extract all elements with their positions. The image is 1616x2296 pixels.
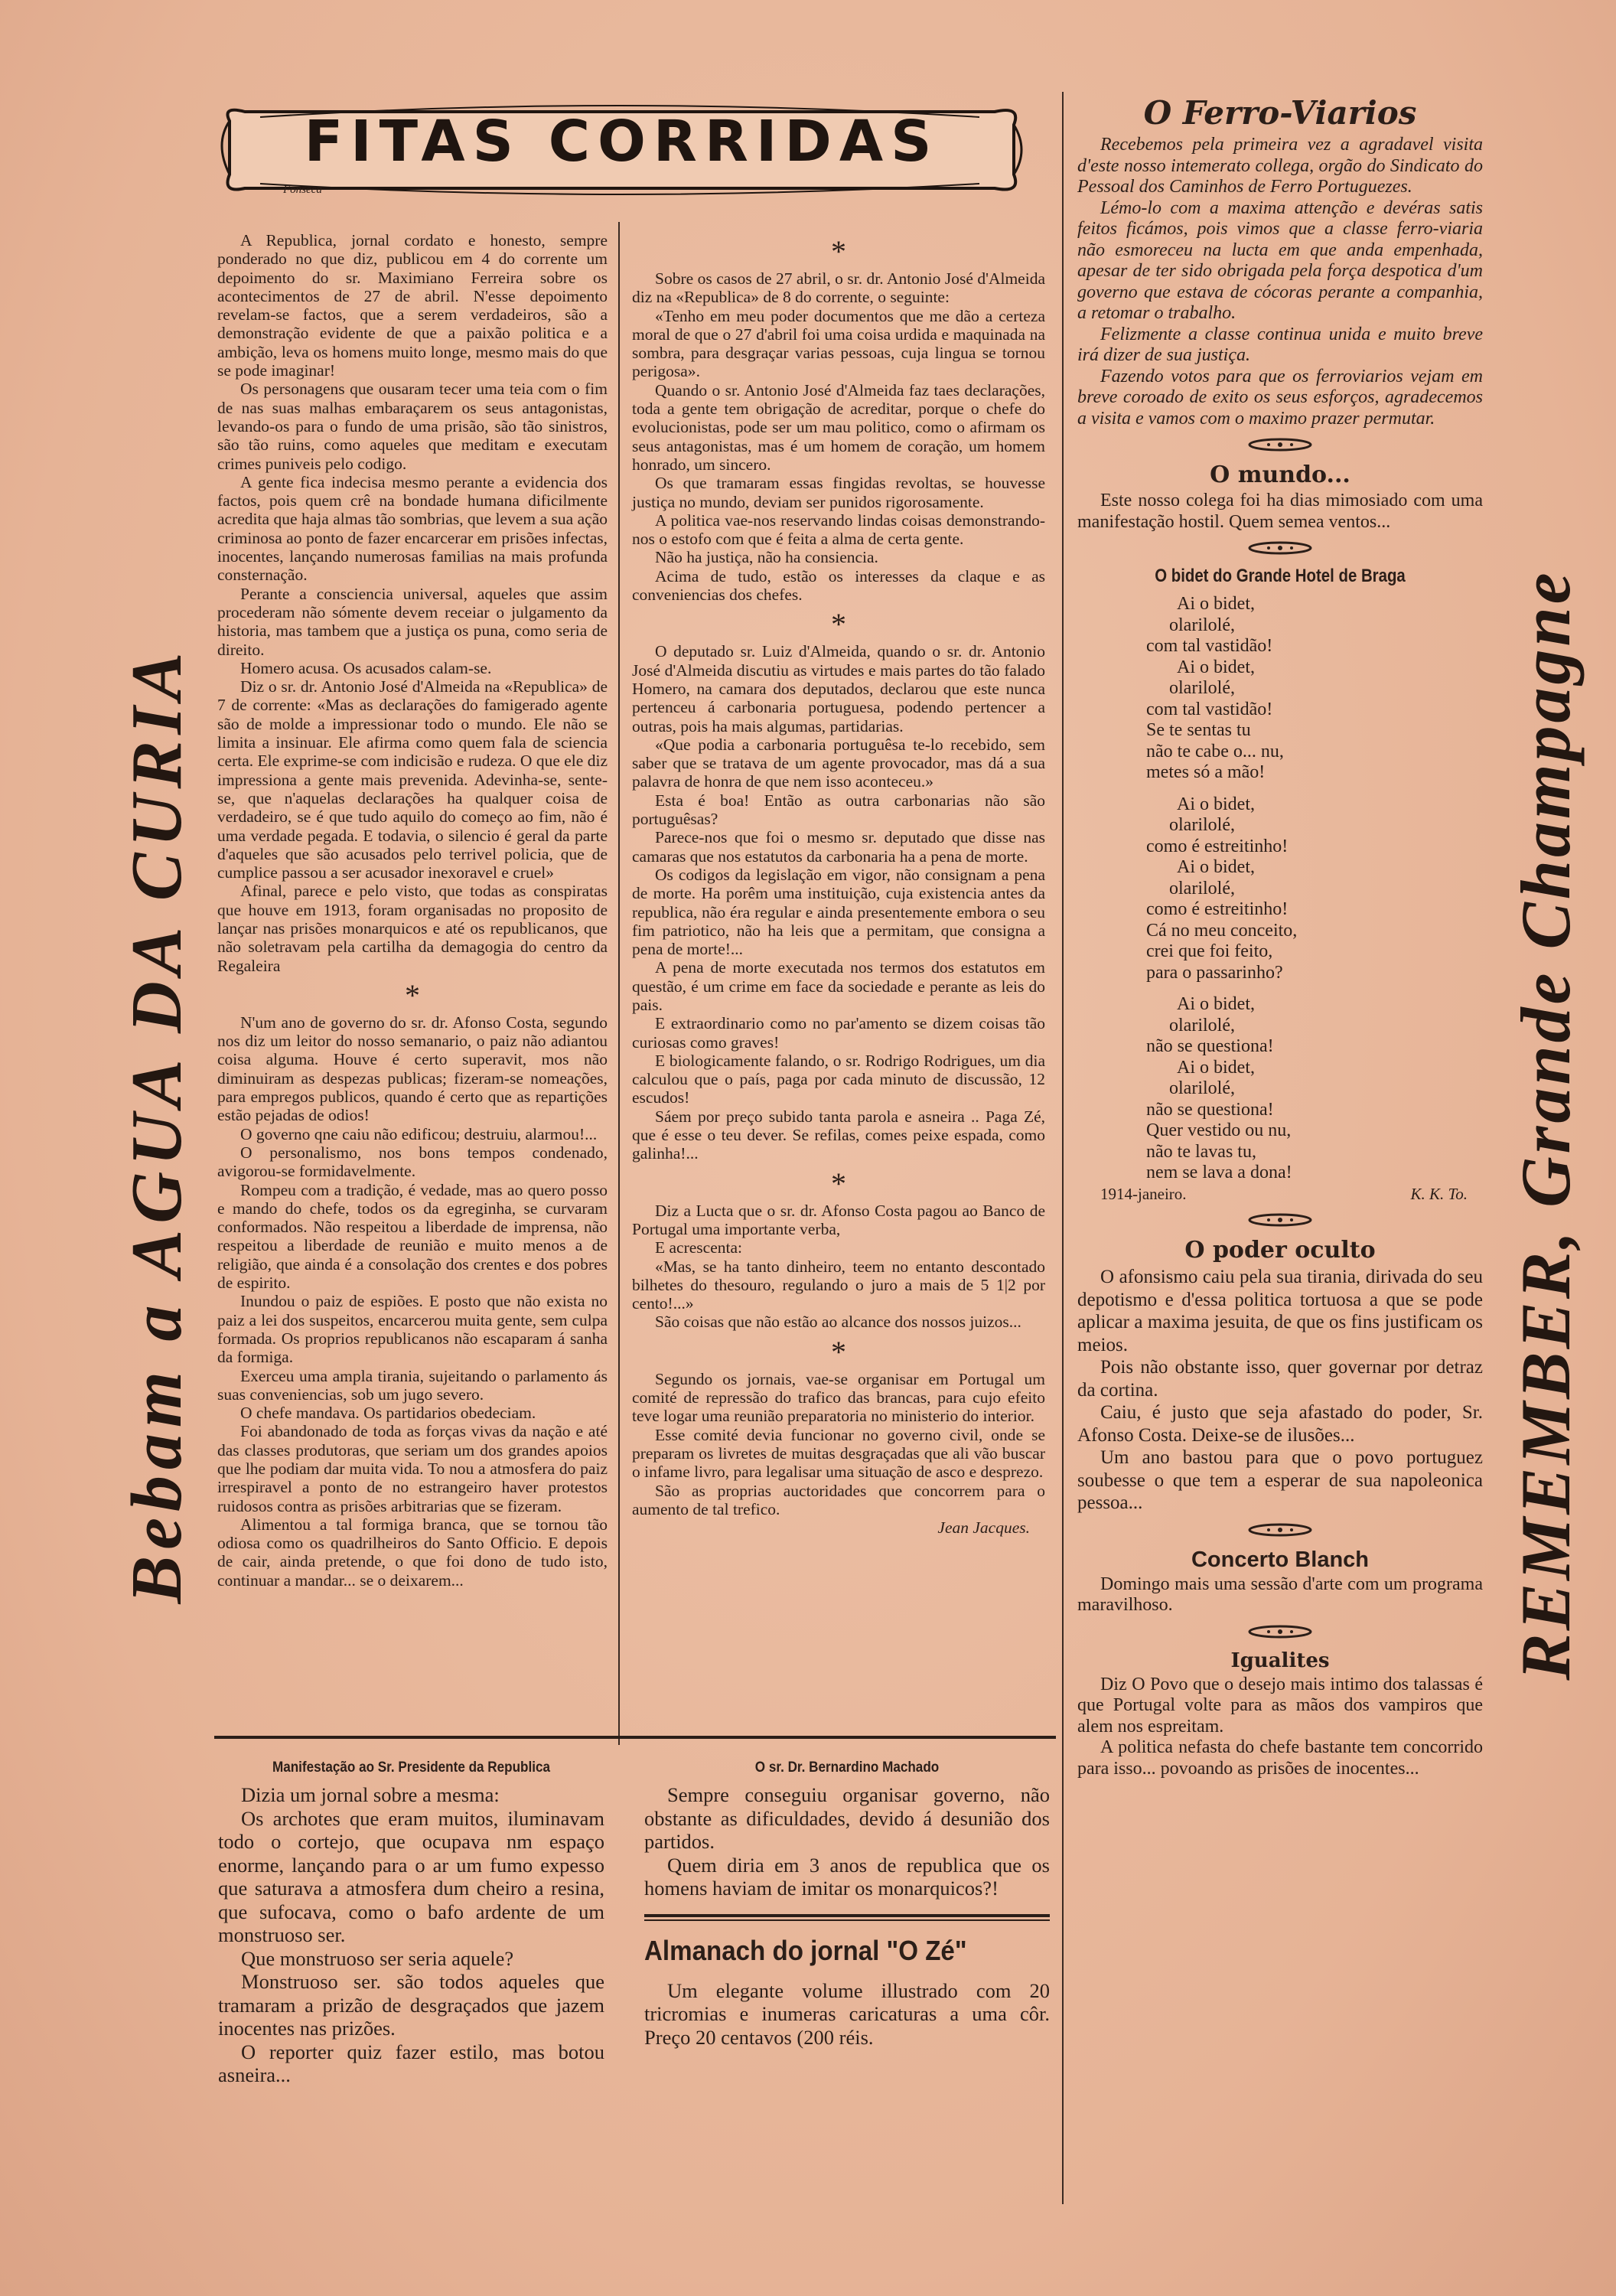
poem-line: Ai o bidet, bbox=[1177, 594, 1255, 614]
col2-paragraph: Quando o sr. Antonio José d'Almeida faz taes declarações, toda a gente tem obrigação de acreditar, porque o chefe do evolucionistas, pode ser um mau politico, como o afirmam os seus antagonistas, mas é um homem de coração, um homem honrado, um sincero. bbox=[632, 380, 1045, 474]
ferro-viarios-paragraph: Lémo-lo com a maxima attenção e devéras satis feitos ficámos, pois vimos que a classe ferro-viaria não esmoreceu na lucta em que anda empenhada, apesar de ter sido obrigada pela força despotica d'um governo que estava de cócoras perante a companhia, a retomar o trabalho. bbox=[1077, 197, 1483, 323]
col2-paragraph: Não ha justiça, não ha consiencia. bbox=[655, 548, 878, 567]
column-3 bbox=[1077, 92, 1483, 1779]
col2-paragraph: «Tenho em meu poder documentos que me dão a certeza moral de que o 27 d'abril foi uma coisa urdida e maquinada na sombra, para desgraçar varias pessoas, cuja lingua se tornou perigosa». bbox=[632, 306, 1045, 381]
manifestacao-title: Manifestação ao Sr. Presidente da Republica bbox=[272, 1760, 551, 1776]
poem-line: Quer vestido ou nu, bbox=[1146, 1120, 1292, 1140]
asterisk-separator: * bbox=[831, 1334, 846, 1369]
poder-oculto-paragraph: Um ano bastou para que o povo portuguez soubesse o que tem a esperar de sua napoleonica pessoa... bbox=[1077, 1447, 1483, 1513]
col2-paragraph: Esse comité devia funcionar no governo civil, onde se preparam os livretes de muitas desgraçadas que ali vão buscar o infame livro, para legalisar uma situação de asco e desprezo. bbox=[632, 1425, 1045, 1482]
col2-paragraph: E biologicamente falando, o sr. Rodrigo Rodrigues, um dia calculou que o país, paga por cada minuto de discussão, 12 escudos! bbox=[632, 1051, 1045, 1107]
col2-paragraph: Diz a Lucta que o sr. dr. Afonso Costa pagou ao Banco de Portugal uma importante verba, bbox=[632, 1201, 1045, 1238]
poem-line: como é estreitinho! bbox=[1146, 899, 1289, 919]
ornament-divider-icon bbox=[1246, 1212, 1315, 1228]
poem-line: com tal vastidão! bbox=[1146, 636, 1273, 656]
col1-paragraph: Diz o sr. dr. Antonio José d'Almeida na «Republica» de 7 de corrente: «Mas as declarações do famigerado agente são de molde a impressionar todo o mundo. Ele não se limita a insinuar. Ele afirma como quem fala de sciencia certa. Ele exprime-se com indicisão e rudeza. O que ele diz impressiona a gente mais prevenida. Adevinha-se, sente-se, que n'aquelas declarações ha qualquer coisa de verdadeiro, se é que tudo aquilo do começo ao fim, não é uma verdade pegada. E todavia, o silencio é geral da parte d'aqueles que são acusados pelo terrivel policia, que de cumplice passou a ser acusador inexoravel e cruel» bbox=[217, 677, 608, 882]
col2-paragraph: E extraordinario como no par'amento se dizem coisas tão curiosas como graves! bbox=[632, 1014, 1045, 1052]
col1-paragraph: Alimentou a tal formiga branca, que se tornou tão odiosa como os quadrilheiros do Santo Officio. E depois de cair, ainda pretende, o que foi dono de tudo isto, continuar a mandar... se o deixarem... bbox=[217, 1515, 608, 1590]
col2-paragraph: A pena de morte executada nos termos dos estatutos em questão, é um crime em face da sociedade e perante as leis do pais. bbox=[632, 958, 1045, 1014]
masthead-banner bbox=[214, 98, 1029, 205]
col1-paragraph: Exerceu uma ampla tirania, sujeitando o parlamento ás suas conveniencias, sob um jugo severo. bbox=[217, 1366, 608, 1404]
asterisk-separator: * bbox=[831, 234, 846, 269]
poder-oculto-paragraph: Pois não obstante isso, quer governar por detraz da cortina. bbox=[1077, 1357, 1483, 1401]
poem-signature: K. K. To. bbox=[1410, 1184, 1468, 1203]
igualites-title: Igualites bbox=[1230, 1649, 1330, 1672]
mundo-title: O mundo... bbox=[1210, 461, 1350, 488]
mundo-paragraph: Este nosso colega foi ha dias mimosiado com uma manifestação hostil. Quem semea ventos... bbox=[1077, 491, 1483, 532]
col2-paragraph: «Mas, se ha tanto dinheiro, teem no entanto descontado bilhetes do thesouro, regulando o juro a mais de 5 1|2 por cento!...» bbox=[632, 1257, 1045, 1313]
concerto-title: Concerto Blanch bbox=[1191, 1547, 1370, 1572]
article-signature: Jean Jacques. bbox=[937, 1518, 1030, 1538]
manifestacao-paragraph: Monstruoso ser. são todos aqueles que tramaram a prizão de desgraçados que jazem inocentes nas prizões. bbox=[218, 1970, 604, 2040]
masthead-title: FITAS CORRIDAS bbox=[304, 109, 940, 174]
side-advert-left-text: Bebam a AGUA DA CURIA bbox=[117, 646, 197, 1604]
bidet-title: O bidet do Grande Hotel de Braga bbox=[1155, 566, 1406, 586]
poem-footer bbox=[1077, 1184, 1483, 1205]
col2-paragraph: E acrescenta: bbox=[655, 1238, 742, 1257]
col2-paragraph: São as proprias auctoridades que concorrem para o aumento de tal trefico. bbox=[632, 1481, 1045, 1518]
almanach-title: Almanach do jornal "O Zé" bbox=[644, 1934, 967, 1966]
poder-oculto-paragraph: Caiu, é justo que seja afastado do poder, Sr. Afonso Costa. Deixe-se de ilusões... bbox=[1077, 1402, 1483, 1446]
side-advert-left bbox=[115, 520, 199, 1730]
poem-line: Ai o bidet, bbox=[1177, 857, 1255, 877]
column-rule bbox=[618, 222, 620, 1745]
bernardino-paragraph: Quem diria em 3 anos de republica que os homens haviam de imitar os monarquicos?! bbox=[644, 1853, 1050, 1900]
manifestacao-article bbox=[218, 1753, 604, 2087]
manifestacao-paragraph: O reporter quiz fazer estilo, mas botou asneira... bbox=[218, 2040, 604, 2086]
col2-paragraph: São coisas que não estão ao alcance dos nossos juizos... bbox=[655, 1313, 1021, 1332]
manifestacao-paragraph: Que monstruoso ser seria aquele? bbox=[241, 1946, 514, 1970]
poem-line: olarilolé, bbox=[1169, 615, 1235, 635]
col2-paragraph: Parece-nos que foi o mesmo sr. deputado que disse nas camaras que nos estatutos da carbonaria ha a pena de morte. bbox=[632, 828, 1045, 866]
ornament-divider-icon bbox=[1246, 1624, 1315, 1639]
poem-line: olarilolé, bbox=[1169, 1015, 1235, 1035]
asterisk-separator: * bbox=[831, 1166, 846, 1201]
col1-paragraph: Homero acusa. Os acusados calam-se. bbox=[240, 658, 492, 677]
col1-paragraph: Rompeu com a tradição, é vedade, mas ao quero posso e mando do chefe, todos os da egreginha, se curvaram conformados. Não respeitou a liberdade de imprensa, não respeitou a liberdade de reunião e muito menos a de religião, que ainda é a consolação dos crentes e dos pobres de espirito. bbox=[217, 1180, 608, 1293]
bernardino-article bbox=[644, 1753, 1050, 2049]
col2-paragraph: Sáem por preço subido tanta parola e asneira .. Paga Zé, que é esse o teu dever. Se refilas, comes peixe espada, como galinha!... bbox=[632, 1107, 1045, 1163]
column-1 bbox=[217, 231, 608, 1590]
col1-paragraph: O governo qne caiu não edificou; destruiu, alarmou!... bbox=[240, 1124, 598, 1143]
col1-paragraph: O chefe mandava. Os partidarios obedeciam. bbox=[240, 1404, 536, 1423]
col2-paragraph: Esta é boa! Então as outra carbonarias não são portuguêsas? bbox=[632, 791, 1045, 829]
poem-line: nem se lava a dona! bbox=[1146, 1163, 1292, 1182]
poem-line: Ai o bidet, bbox=[1177, 657, 1255, 677]
manifestacao-paragraph: Dizia um jornal sobre a mesma: bbox=[241, 1783, 500, 1806]
col1-paragraph: N'um ano de governo do sr. dr. Afonso Costa, segundo nos diz um leitor do nosso semanario, o paiz não adiantou coisa alguma. Houve é certo superavit, mos não diminuiram as despezas publicas; fizeram-se nomeações, para empregos publicos, quando é certo que as repartições estão pejadas de odios! bbox=[217, 1013, 608, 1125]
col2-paragraph: Acima de tudo, estão os interesses da claque e as conveniencias dos chefes. bbox=[632, 566, 1045, 605]
ornament-divider-icon bbox=[1246, 1522, 1315, 1538]
col1-paragraph: Afinal, parece e pelo visto, que todas as conspiratas que houve em 1913, foram organisadas no proposito de lançar nas prisões monarquicos e até os republicanos, que não soletravam pela cartilha da demagogia do centro da Regaleira bbox=[217, 882, 608, 975]
ferro-viarios-paragraph: Fazendo votos para que os ferroviarios vejam em breve coroado de exito os seus esforços, agradecemos a visita e vamos com o maximo prazer permutar. bbox=[1077, 366, 1483, 429]
poem-line: não te cabe o... nu, bbox=[1146, 741, 1284, 762]
poem-line: Cá no meu conceito, bbox=[1146, 920, 1298, 941]
masthead-artist-signature: Fonseca bbox=[283, 184, 322, 196]
asterisk-separator: * bbox=[831, 607, 846, 642]
poem-line: olarilolé, bbox=[1169, 878, 1235, 899]
manifestacao-paragraph: Os archotes que eram muitos, iluminavam todo o cortejo, que ocupava nm espaço enorme, lançando para o ar um fumo expesso que saturava a atmosfera dum cheiro a resina, que sufocava, como o bafo ardente de um monstruoso ser. bbox=[218, 1806, 604, 1946]
poder-oculto-paragraph: O afonsismo caiu pela sua tirania, dirivada do seu depotismo e d'essa politica tortuosa a que se pode aplicar a maxima jesuita, de que os fins justificam os meios. bbox=[1077, 1267, 1483, 1355]
col1-paragraph: Foi abandonado de toda as forças vivas da nação e até das classes produtoras, que seriam um dos grandes apoios que lhe podiam dar muita vida. To nou a atmosfera do paiz irrespiravel a ponto de no estrangeiro haver protestos ruidosos contra as prisões arbitrarias que se fizeram. bbox=[217, 1422, 608, 1515]
col1-paragraph: O personalismo, nos bons tempos condenado, avigorou-se formidavelmente. bbox=[217, 1143, 608, 1181]
poem-line: olarilolé, bbox=[1169, 815, 1235, 835]
poem-line: olarilolé, bbox=[1169, 678, 1235, 698]
column-rule bbox=[1062, 92, 1064, 2204]
poem-line: não te lavas tu, bbox=[1146, 1141, 1256, 1162]
concerto-paragraph: Domingo mais uma sessão d'arte com um programa maravilhoso. bbox=[1077, 1574, 1483, 1615]
col2-paragraph: O deputado sr. Luiz d'Almeida, quando o sr. dr. Antonio José d'Almeida discutiu as virtudes e mais partes do tão falado Homero, na camara dos deputados, declarou que este nunca pertenceu á carbonaria portuguesa, podendo pertencer a outras, pois ha mais algumas, partidarias. bbox=[632, 642, 1045, 735]
poem-line: com tal vastidão! bbox=[1146, 699, 1273, 719]
poem-line: para o passarinho? bbox=[1146, 962, 1283, 983]
ad-rule bbox=[644, 1914, 1050, 1917]
bernardino-paragraph: Sempre conseguiu organisar governo, não obstante as dificuldades, devido á desunião dos partidos. bbox=[644, 1783, 1050, 1853]
side-advert-right-text: REMEMBER, Grande Champagne bbox=[1507, 569, 1585, 1681]
poem-line: olarilolé, bbox=[1169, 1078, 1235, 1098]
section-rule bbox=[214, 1736, 1056, 1739]
poder-oculto-title: O poder oculto bbox=[1184, 1237, 1376, 1264]
bidet-poem bbox=[1077, 594, 1483, 1184]
col1-paragraph: Os personagens que ousaram tecer uma teia com o fim de nas suas malhas embaraçarem os seus antagonistas, levando-os para o fundo de uma prisão, são tão sinistros, são tão ruins, como aqueles que meditam e executam crimes puniveis pelo codigo. bbox=[217, 380, 608, 473]
ferro-viarios-paragraph: Recebemos pela primeira vez a agradavel visita d'este nosso intemerato collega, orgão do Sindicato do Pessoal dos Caminhos de Ferro Portuguezes. bbox=[1077, 135, 1483, 197]
almanach-text: Um elegante volume illustrado com 20 tricromias e inumeras caricaturas a uma côr. Preço 20 centavos (200 réis. bbox=[644, 1978, 1050, 2049]
col2-paragraph: Os codigos da legislação em vigor, não consignam a pena de morte. Ha porêm uma instituição, cuja existencia antes da republica, não éra regular e ainda presentemente embora o seu fim patriotico, não ha leis que a permitam, que consigna a pena de morte!... bbox=[632, 865, 1045, 959]
poem-line: Ai o bidet, bbox=[1177, 994, 1255, 1014]
col2-paragraph: Sobre os casos de 27 abril, o sr. dr. Antonio José d'Almeida diz na «Republica» de 8 do corrente, o seguinte: bbox=[632, 269, 1045, 307]
poem-line: crei que foi feito, bbox=[1146, 941, 1273, 961]
poem-line: metes só a mão! bbox=[1146, 762, 1266, 782]
bernardino-title: O sr. Dr. Bernardino Machado bbox=[754, 1760, 940, 1776]
col1-paragraph: Inundou o paiz de espiões. E posto que não exista no paiz a lei dos suspeitos, encarcerou muita gente, sem culpa formada. Os proprios republicanos não escaparam á sanha da formiga. bbox=[217, 1292, 608, 1367]
ad-rule bbox=[644, 1919, 1050, 1921]
col2-paragraph: A politica vae-nos reservando lindas coisas demonstrando-nos o estofo com que é feita a alma de certa gente. bbox=[632, 510, 1045, 549]
ornament-divider-icon bbox=[1246, 540, 1315, 556]
poem-line: como é estreitinho! bbox=[1146, 836, 1289, 856]
poem-line: Se te sentas tu bbox=[1146, 720, 1251, 740]
poem-line: não se questiona! bbox=[1146, 1036, 1274, 1056]
col1-paragraph: A gente fica indecisa mesmo perante a evidencia dos factos, pois quem crê na bondade humana dificilmente acredita que haja almas tão sombrias, que levem a sua ação criminosa ao ponto de fazer encarcerar em prisões infectas, inocentes, lançando numerosas familias na mais profunda consternação. bbox=[217, 472, 608, 585]
ferro-viarios-paragraph: Felizmente a classe continua unida e muito breve irá dizer de sua justiça. bbox=[1077, 324, 1483, 365]
poem-line: Ai o bidet, bbox=[1177, 794, 1255, 814]
col2-paragraph: Segundo os jornais, vae-se organisar em Portugal um comité de repressão do trafico das brancas, para cujo efeito teve logar uma reunião preparatoria no ministerio do interior. bbox=[632, 1369, 1045, 1426]
ornament-divider-icon bbox=[1246, 437, 1315, 452]
column-2 bbox=[632, 231, 1045, 1537]
col1-paragraph: Perante a consciencia universal, aqueles que assim procederam não sómente devem receiar o julgamento da historia, mas tambem que a justiça os puna, como seria de direito. bbox=[217, 584, 608, 659]
col1-paragraph: A Republica, jornal cordato e honesto, sempre ponderado no que diz, publicou em 4 do corrente um depoimento do sr. Maximiano Ferreira sobre os acontecimentos de 27 de abril. N'esse depoimento revelam-se factos, que a serem verdadeiros, são a demonstração evidente de que a paixão politica e a ambição, leva os homens muito longe, mesmo mais do que se pode imaginar! bbox=[217, 231, 608, 380]
poem-line: não se questiona! bbox=[1146, 1099, 1274, 1120]
poem-line: Ai o bidet, bbox=[1177, 1057, 1255, 1078]
col2-paragraph: «Que podia a carbonaria portuguêsa te-lo recebido, sem saber que se tratava de um agente provocador, mas dá a sua palavra de honra de que nem isso aconteceu.» bbox=[632, 735, 1045, 791]
ferro-viarios-title: O Ferro-Viarios bbox=[1143, 94, 1417, 132]
igualites-paragraph: Diz O Povo que o desejo mais intimo dos talassas é que Portugal volte para as mãos dos vampiros que alem nos espreitam. bbox=[1077, 1674, 1483, 1737]
poem-date: 1914-janeiro. bbox=[1100, 1184, 1187, 1203]
side-advert-right bbox=[1504, 475, 1588, 1776]
igualites-paragraph: A politica nefasta do chefe bastante tem concorrido para isso... povoando as prisões de inocentes... bbox=[1077, 1737, 1483, 1779]
col2-paragraph: Os que tramaram essas fingidas revoltas, se houvesse justiça no mundo, deviam ser punidos rigorosamente. bbox=[632, 474, 1045, 511]
asterisk-separator: * bbox=[405, 977, 420, 1013]
